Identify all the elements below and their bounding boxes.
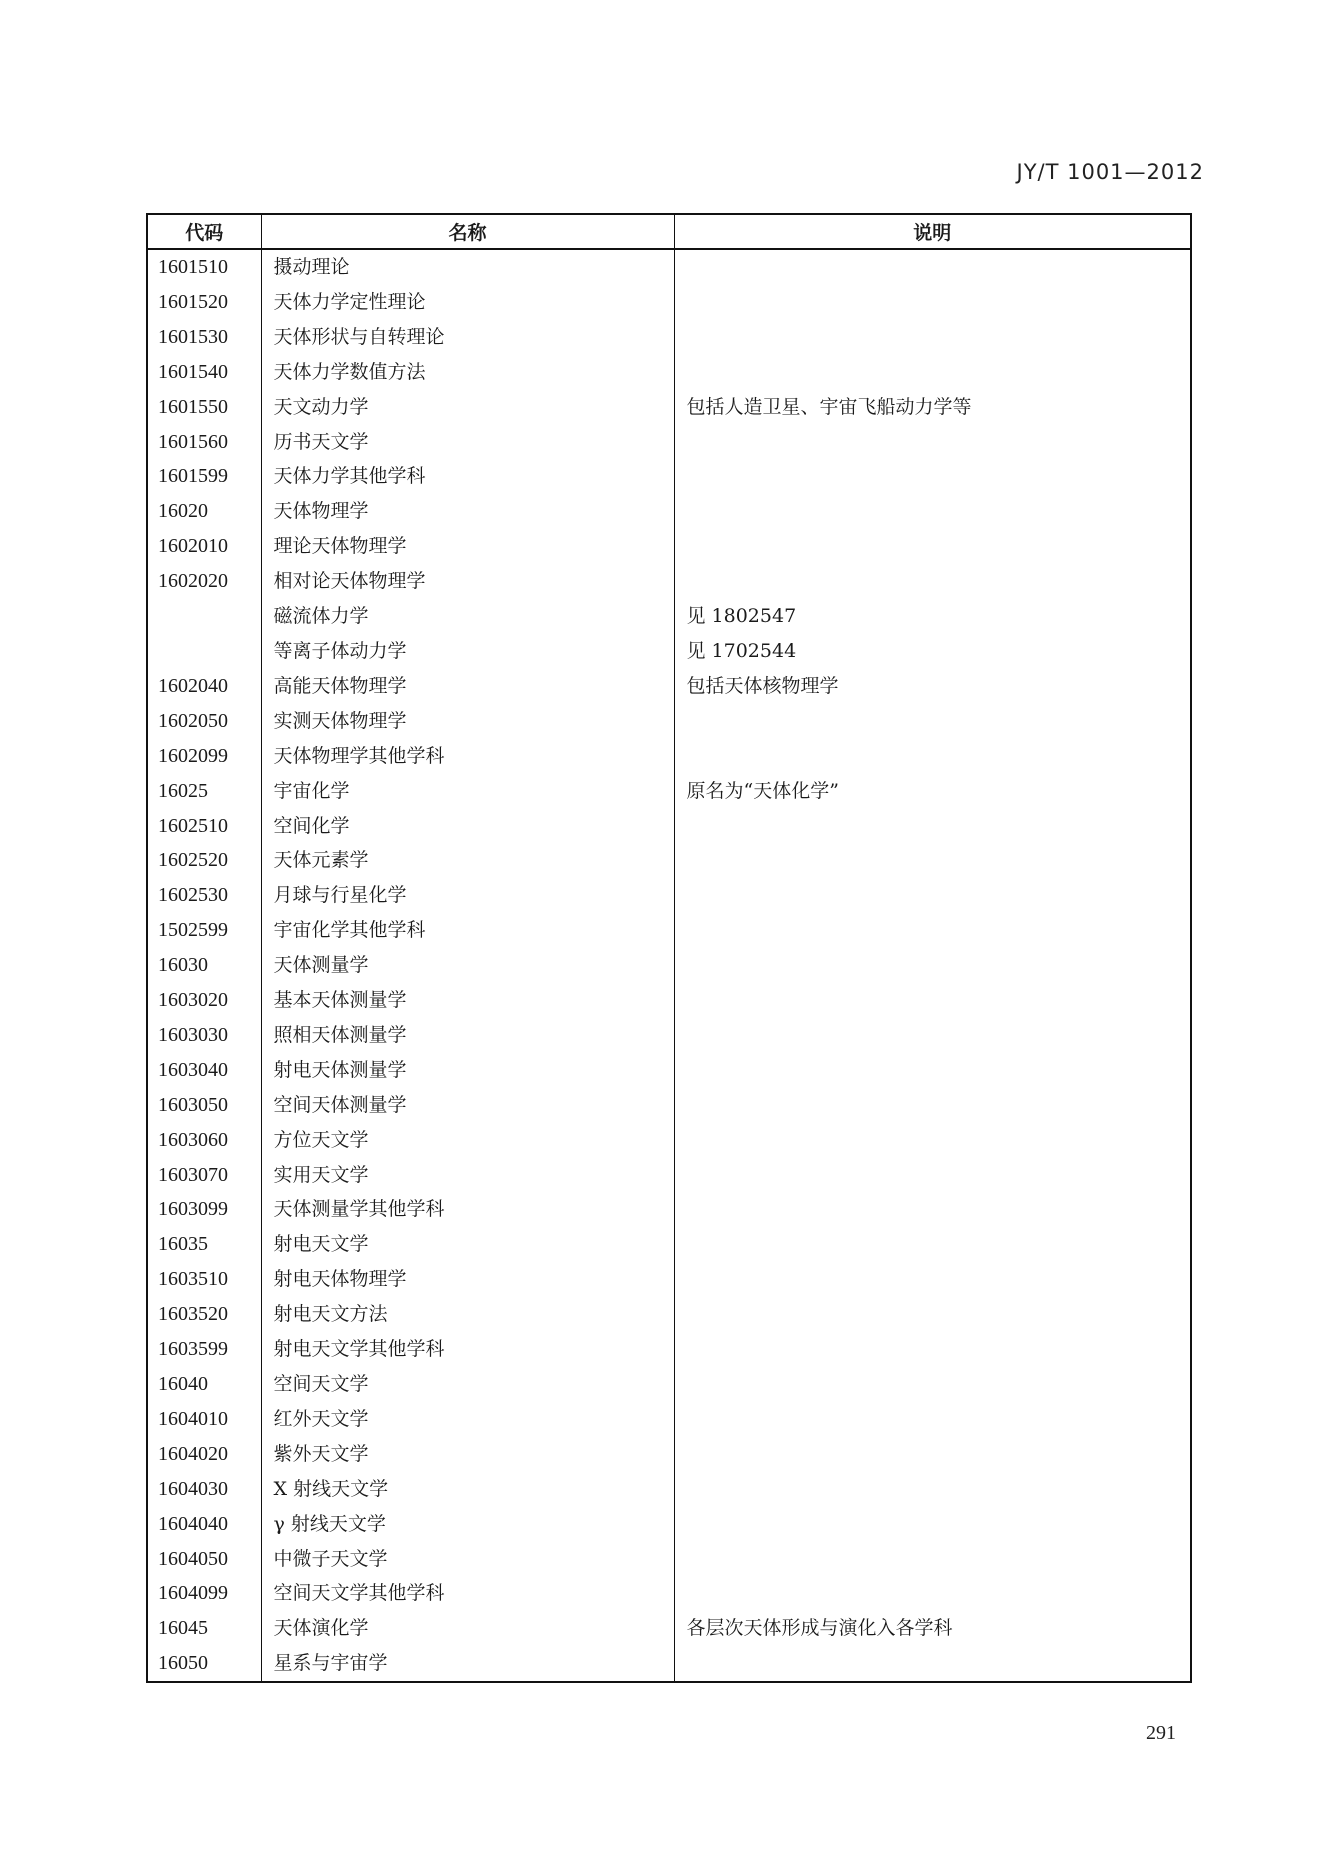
table-body	[147, 249, 1191, 1682]
row-name: 紫外天文学	[261, 1437, 674, 1472]
table-row	[147, 425, 1191, 460]
row-name: 理论天体物理学	[261, 529, 674, 564]
table-row	[147, 1646, 1191, 1682]
row-note	[674, 1367, 1191, 1402]
row-name: 星系与宇宙学	[261, 1646, 674, 1682]
row-note	[674, 948, 1191, 983]
row-note	[674, 1123, 1191, 1158]
row-note	[674, 1437, 1191, 1472]
row-note: 见 1702544	[674, 634, 1191, 669]
table-row	[147, 1192, 1191, 1227]
row-code: 16035	[147, 1227, 261, 1262]
table-row	[147, 1472, 1191, 1507]
row-name: 天体测量学其他学科	[261, 1192, 674, 1227]
table-row	[147, 494, 1191, 529]
row-code: 1602020	[147, 564, 261, 599]
row-code: 1602520	[147, 843, 261, 878]
table-row	[147, 1332, 1191, 1367]
table-row	[147, 809, 1191, 844]
row-name: 天体力学定性理论	[261, 285, 674, 320]
table-row	[147, 1507, 1191, 1542]
table-row	[147, 285, 1191, 320]
row-code: 16045	[147, 1611, 261, 1646]
row-note	[674, 564, 1191, 599]
table-row	[147, 320, 1191, 355]
row-code: 1601520	[147, 285, 261, 320]
row-note	[674, 1402, 1191, 1437]
row-name: 射电天文方法	[261, 1297, 674, 1332]
row-note	[674, 1332, 1191, 1367]
row-name: 中微子天文学	[261, 1542, 674, 1577]
row-name: 射电天文学其他学科	[261, 1332, 674, 1367]
row-code: 1603040	[147, 1053, 261, 1088]
row-name: 实测天体物理学	[261, 704, 674, 739]
row-code: 1603599	[147, 1332, 261, 1367]
row-code: 1603099	[147, 1192, 261, 1227]
row-name: 空间化学	[261, 809, 674, 844]
table-row	[147, 1227, 1191, 1262]
row-code: 16030	[147, 948, 261, 983]
table-row	[147, 1262, 1191, 1297]
row-name: 空间天文学	[261, 1367, 674, 1402]
table-row	[147, 1088, 1191, 1123]
row-note	[674, 1542, 1191, 1577]
column-header-name: 名称	[261, 214, 674, 249]
table-row	[147, 564, 1191, 599]
row-name: 射电天文学	[261, 1227, 674, 1262]
row-code: 1601530	[147, 320, 261, 355]
row-name: 月球与行星化学	[261, 878, 674, 913]
row-code: 1604030	[147, 1472, 261, 1507]
table-header-row	[147, 214, 1191, 249]
row-name: 磁流体力学	[261, 599, 674, 634]
row-name: 宇宙化学其他学科	[261, 913, 674, 948]
row-name: 空间天体测量学	[261, 1088, 674, 1123]
table-row	[147, 355, 1191, 390]
row-code: 16020	[147, 494, 261, 529]
row-note	[674, 1262, 1191, 1297]
row-name: 天体力学其他学科	[261, 459, 674, 494]
table-row	[147, 1542, 1191, 1577]
row-code: 1603060	[147, 1123, 261, 1158]
discipline-code-table	[146, 213, 1192, 1683]
row-name: 高能天体物理学	[261, 669, 674, 704]
row-code: 1602530	[147, 878, 261, 913]
row-note	[674, 494, 1191, 529]
row-note	[674, 529, 1191, 564]
row-code: 1603030	[147, 1018, 261, 1053]
row-name: 天体形状与自转理论	[261, 320, 674, 355]
row-code: 1601550	[147, 390, 261, 425]
table-row	[147, 1297, 1191, 1332]
row-name: 射电天体物理学	[261, 1262, 674, 1297]
table-row	[147, 1018, 1191, 1053]
table-row	[147, 1123, 1191, 1158]
table-row	[147, 1402, 1191, 1437]
row-code: 16040	[147, 1367, 261, 1402]
row-note: 包括人造卫星、宇宙飞船动力学等	[674, 390, 1191, 425]
table-row	[147, 529, 1191, 564]
table-row	[147, 1158, 1191, 1193]
row-note	[674, 878, 1191, 913]
table-row	[147, 843, 1191, 878]
row-name: X 射线天文学	[261, 1472, 674, 1507]
table-row	[147, 913, 1191, 948]
page-number: 291	[1146, 1722, 1176, 1744]
row-note	[674, 1192, 1191, 1227]
row-note	[674, 1576, 1191, 1611]
row-note	[674, 1227, 1191, 1262]
row-name: 方位天文学	[261, 1123, 674, 1158]
row-note: 原名为“天体化学”	[674, 774, 1191, 809]
table-row	[147, 634, 1191, 669]
row-name: 宇宙化学	[261, 774, 674, 809]
row-note	[674, 1472, 1191, 1507]
column-header-note: 说明	[674, 214, 1191, 249]
row-note	[674, 249, 1191, 285]
row-note	[674, 1088, 1191, 1123]
table-row	[147, 390, 1191, 425]
table-row	[147, 1367, 1191, 1402]
table-row	[147, 704, 1191, 739]
row-code: 1601510	[147, 249, 261, 285]
row-name: 相对论天体物理学	[261, 564, 674, 599]
row-code	[147, 634, 261, 669]
row-code: 1602099	[147, 739, 261, 774]
row-code: 16025	[147, 774, 261, 809]
row-name: 天体力学数值方法	[261, 355, 674, 390]
table-row	[147, 878, 1191, 913]
table-row	[147, 739, 1191, 774]
row-code: 1602010	[147, 529, 261, 564]
row-name: 实用天文学	[261, 1158, 674, 1193]
row-note	[674, 983, 1191, 1018]
row-name: 摄动理论	[261, 249, 674, 285]
table-row	[147, 1576, 1191, 1611]
row-note	[674, 809, 1191, 844]
row-name: 天体元素学	[261, 843, 674, 878]
row-code: 1603510	[147, 1262, 261, 1297]
row-name: γ 射线天文学	[261, 1507, 674, 1542]
row-name: 天体测量学	[261, 948, 674, 983]
row-code: 1601599	[147, 459, 261, 494]
row-name: 空间天文学其他学科	[261, 1576, 674, 1611]
row-note	[674, 843, 1191, 878]
row-note	[674, 285, 1191, 320]
row-code: 1602510	[147, 809, 261, 844]
column-header-code: 代码	[147, 214, 261, 249]
row-code: 1602050	[147, 704, 261, 739]
row-code: 1601560	[147, 425, 261, 460]
table-row	[147, 1437, 1191, 1472]
row-note	[674, 1646, 1191, 1682]
table-row	[147, 249, 1191, 285]
row-name: 等离子体动力学	[261, 634, 674, 669]
table-row	[147, 948, 1191, 983]
row-note: 各层次天体形成与演化入各学科	[674, 1611, 1191, 1646]
row-note	[674, 1053, 1191, 1088]
row-note	[674, 1018, 1191, 1053]
table-row	[147, 774, 1191, 809]
row-note: 包括天体核物理学	[674, 669, 1191, 704]
row-name: 照相天体测量学	[261, 1018, 674, 1053]
row-code: 1602040	[147, 669, 261, 704]
table-row	[147, 1611, 1191, 1646]
row-note	[674, 913, 1191, 948]
table-row	[147, 599, 1191, 634]
row-note: 见 1802547	[674, 599, 1191, 634]
row-name: 天体演化学	[261, 1611, 674, 1646]
row-code: 1603070	[147, 1158, 261, 1193]
row-note	[674, 320, 1191, 355]
row-note	[674, 1507, 1191, 1542]
row-code: 1502599	[147, 913, 261, 948]
row-code: 1603050	[147, 1088, 261, 1123]
table-row	[147, 983, 1191, 1018]
row-note	[674, 739, 1191, 774]
row-note	[674, 1297, 1191, 1332]
standard-code: JY/T 1001—2012	[1016, 160, 1204, 184]
row-code: 1603020	[147, 983, 261, 1018]
row-name: 红外天文学	[261, 1402, 674, 1437]
row-code: 1604050	[147, 1542, 261, 1577]
row-note	[674, 1158, 1191, 1193]
row-note	[674, 355, 1191, 390]
row-code	[147, 599, 261, 634]
row-code: 1604040	[147, 1507, 261, 1542]
row-name: 射电天体测量学	[261, 1053, 674, 1088]
row-name: 天文动力学	[261, 390, 674, 425]
row-code: 1604010	[147, 1402, 261, 1437]
row-note	[674, 704, 1191, 739]
row-code: 1604099	[147, 1576, 261, 1611]
table-row	[147, 459, 1191, 494]
row-note	[674, 459, 1191, 494]
table-row	[147, 669, 1191, 704]
row-note	[674, 425, 1191, 460]
row-code: 1601540	[147, 355, 261, 390]
row-name: 天体物理学	[261, 494, 674, 529]
row-name: 基本天体测量学	[261, 983, 674, 1018]
row-name: 天体物理学其他学科	[261, 739, 674, 774]
row-code: 1604020	[147, 1437, 261, 1472]
row-name: 历书天文学	[261, 425, 674, 460]
row-code: 16050	[147, 1646, 261, 1682]
table-row	[147, 1053, 1191, 1088]
row-code: 1603520	[147, 1297, 261, 1332]
